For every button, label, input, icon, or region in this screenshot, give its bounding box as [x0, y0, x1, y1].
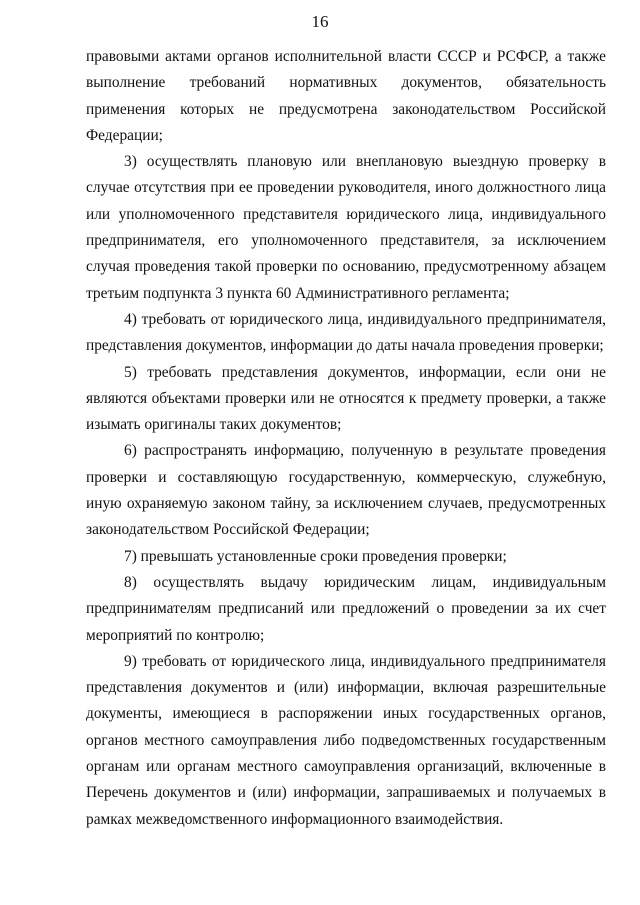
document-body [86, 44, 606, 833]
list-item-9: 9) требовать от юридического лица, индивидуального предпринимателя представления документов и (или) информации, включая разрешительные документы, имеющиеся в распоряжении иных государственных органов, органов местного самоуправления либо подведомственных государственным органам или органам местного самоуправления организаций, включенные в Перечень документов и (или) информации, запрашиваемых и получаемых в рамках межведомственного информационного взаимодействия. [86, 652, 606, 828]
list-item-3: 3) осуществлять плановую или внеплановую выездную проверку в случае отсутствия при ее проведении руководителя, иного должностного лица или уполномоченного представителя юридического лица, индивидуального предпринимателя, его уполномоченного представителя, за исключением случая проведения такой проверки по основанию, предусмотренному абзацем третьим подпункта 3 пункта 60 Административного регламента; [86, 153, 606, 302]
page-number: 16 [311, 12, 329, 31]
list-item-5: 5) требовать представления документов, информации, если они не являются объектами проверки или не относятся к предмету проверки, а также изымать оригиналы таких документов; [86, 363, 606, 434]
list-item-7: 7) превышать установленные сроки проведения проверки; [124, 547, 507, 565]
paragraph-continuation: правовыми актами органов исполнительной власти СССР и РСФСР, а также выполнение требований нормативных документов, обязательность применения которых не предусмотрена законодательством Российской Федерации; [86, 48, 606, 144]
list-item-8: 8) осуществлять выдачу юридическим лицам, индивидуальным предпринимателям предписаний или предложений о проведении за их счет мероприятий по контролю; [86, 573, 606, 644]
list-item-6: 6) распространять информацию, полученную в результате проведения проверки и составляющую государственную, коммерческую, служебную, иную охраняемую законом тайну, за исключением случаев, предусмотренных законодательством Российской Федерации; [86, 442, 606, 539]
list-item-4: 4) требовать от юридического лица, индивидуального предпринимателя, представления документов, информации до даты начала проведения проверки; [86, 310, 606, 355]
